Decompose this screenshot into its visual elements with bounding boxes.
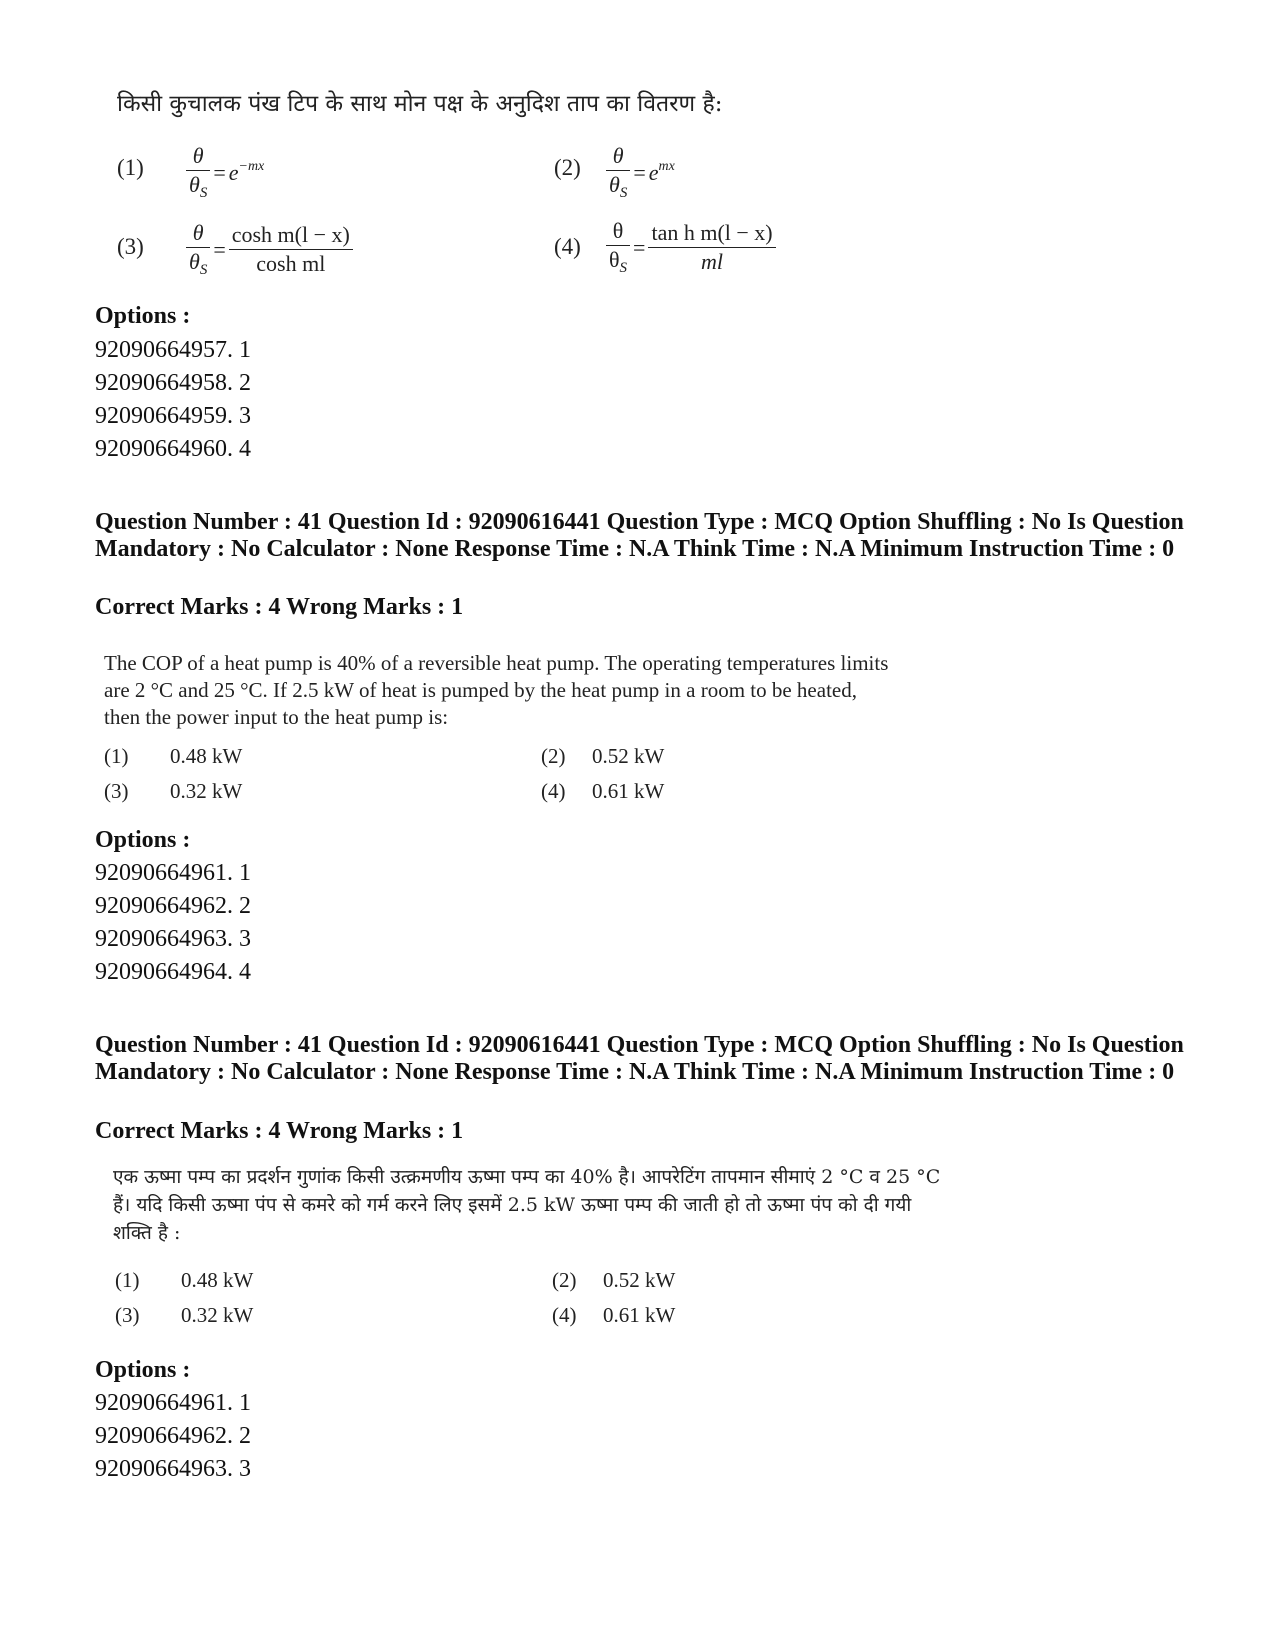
exp-base: e: [228, 160, 239, 185]
option-item: 92090664961. 1: [95, 1390, 251, 1416]
theta-denominator: θ: [609, 172, 620, 197]
option-item: 92090664959. 3: [95, 403, 251, 429]
theta-denominator: θ: [189, 249, 200, 274]
options-list: [95, 1387, 251, 1486]
question-meta: Question Number : 41 Question Id : 92090616441 Question Type : MCQ Option Shuffling : No Is Question Mandatory : No Calculator : None Response Time : N.A Think Time : N.A Minimum Instruction Time : 0: [95, 509, 1184, 562]
formula-label-2: (2): [554, 155, 581, 180]
exponent-2: mx: [658, 159, 675, 174]
choice-label-3: (3): [115, 1303, 140, 1327]
options-heading: Options :: [95, 303, 191, 329]
theta-numerator: θ: [606, 218, 630, 246]
question-line: are 2 °C and 25 °C. If 2.5 kW of heat is pumped by the heat pump in a room to be heated,: [104, 678, 857, 702]
theta-numerator: θ: [186, 143, 210, 171]
option-item: 92090664961. 1: [95, 860, 251, 886]
choice-value-3: 0.32 kW: [170, 779, 243, 803]
formula-label-4: (4): [554, 234, 581, 259]
question-3-text: [113, 1163, 940, 1247]
subscript-s: S: [199, 185, 208, 201]
option-item: 92090664957. 1: [95, 337, 251, 363]
choice-value-2: 0.52 kW: [603, 1268, 676, 1292]
option-item: 92090664962. 2: [95, 1423, 251, 1449]
exponent-1: −mx: [238, 159, 265, 174]
option-item: 92090664964. 4: [95, 959, 251, 985]
subscript-s: S: [199, 262, 208, 278]
options-heading: Options :: [95, 827, 191, 853]
choice-label-1: (1): [115, 1268, 140, 1292]
equals-sign: =: [633, 234, 646, 260]
formula-label-3: (3): [117, 234, 144, 259]
formula-option-2: [606, 143, 675, 202]
choice-value-4: 0.61 kW: [592, 779, 665, 803]
choice-value-4: 0.61 kW: [603, 1303, 676, 1327]
options-heading: Options :: [95, 1357, 191, 1383]
exp-base: e: [648, 160, 659, 185]
choice-label-4: (4): [541, 779, 566, 803]
choice-label-3: (3): [104, 779, 129, 803]
question-line: एक ऊष्मा पम्प का प्रदर्शन गुणांक किसी उत्क्रमणीय ऊष्मा पम्प का 40% है। आपरेटिंग तापमान सीमाएं 2 °C व 25 °C: [113, 1166, 941, 1188]
equals-sign: =: [213, 159, 226, 185]
formula-4-denominator: ml: [701, 249, 724, 274]
question-line: हैं। यदि किसी ऊष्मा पंप से कमरे को गर्म करने लिए इसमें 2.5 kW ऊष्मा पम्प की जाती हो तो ऊष्मा पंप को दी गयी: [113, 1194, 912, 1216]
equals-sign: =: [213, 236, 226, 262]
theta-denominator: θ: [189, 172, 200, 197]
choice-label-2: (2): [552, 1268, 577, 1292]
formula-option-1: [186, 143, 264, 202]
choice-label-2: (2): [541, 744, 566, 768]
options-list: [95, 857, 251, 989]
question-line: then the power input to the heat pump is:: [104, 705, 449, 729]
choice-value-1: 0.48 kW: [170, 744, 243, 768]
choice-value-1: 0.48 kW: [181, 1268, 254, 1292]
equals-sign: =: [633, 159, 646, 185]
question-line: The COP of a heat pump is 40% of a reversible heat pump. The operating temperatures limits: [104, 651, 889, 675]
question-2-text: [104, 650, 888, 731]
choice-value-2: 0.52 kW: [592, 744, 665, 768]
option-item: 92090664963. 3: [95, 926, 251, 952]
theta-numerator: θ: [186, 220, 210, 248]
choice-label-1: (1): [104, 744, 129, 768]
formula-label-1: (1): [117, 155, 144, 180]
option-item: 92090664960. 4: [95, 436, 251, 462]
formula-option-4: [606, 218, 776, 277]
choice-label-4: (4): [552, 1303, 577, 1327]
question-meta: Question Number : 41 Question Id : 92090616441 Question Type : MCQ Option Shuffling : No Is Question Mandatory : No Calculator : None Response Time : N.A Think Time : N.A Minimum Instruction Time : 0: [95, 1032, 1184, 1085]
option-item: 92090664958. 2: [95, 370, 251, 396]
options-list: [95, 334, 251, 466]
formula-4-numerator: tan h m(l − x): [648, 220, 775, 248]
theta-denominator: θ: [609, 247, 620, 272]
question-marks: Correct Marks : 4 Wrong Marks : 1: [95, 1118, 464, 1144]
choice-value-3: 0.32 kW: [181, 1303, 254, 1327]
question-1-text: किसी कुचालक पंख टिप के साथ मोन पक्ष के अनुदिश ताप का वितरण है:: [117, 91, 723, 117]
subscript-s: S: [619, 260, 628, 276]
theta-numerator: θ: [606, 143, 630, 171]
question-line: शक्ति है :: [113, 1222, 181, 1244]
option-item: 92090664962. 2: [95, 893, 251, 919]
formula-option-3: [186, 220, 353, 279]
question-marks: Correct Marks : 4 Wrong Marks : 1: [95, 594, 464, 620]
option-item: 92090664963. 3: [95, 1456, 251, 1482]
subscript-s: S: [619, 185, 628, 201]
formula-3-numerator: cosh m(l − x): [229, 222, 353, 250]
formula-3-denominator: cosh ml: [256, 251, 326, 276]
